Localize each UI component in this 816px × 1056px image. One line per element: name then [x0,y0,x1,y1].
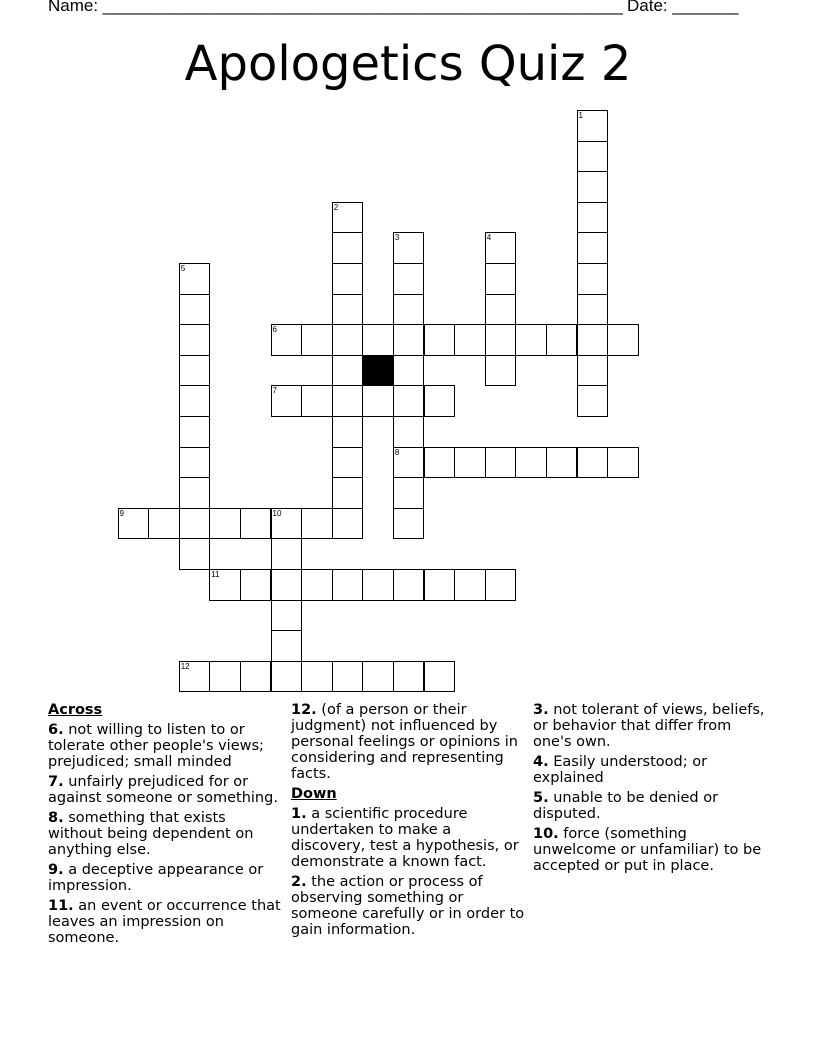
grid-cell[interactable] [271,600,303,632]
grid-cell[interactable] [424,324,456,356]
grid-cell[interactable] [271,630,303,662]
name-field-label: Name: _______________________________________________________ [48,0,623,15]
grid-cell[interactable] [179,294,211,326]
date-field-label: Date: _______ [627,0,739,15]
grid-cell[interactable] [577,202,609,234]
grid-cell[interactable] [179,324,211,356]
clue-text: something that exists without being dependent on anything else. [48,810,254,858]
clue-item [48,722,284,770]
clues-column-1 [48,702,284,950]
grid-cell[interactable] [209,508,241,540]
grid-cell[interactable] [485,324,517,356]
grid-cell[interactable] [607,447,639,479]
grid-cell[interactable] [332,324,364,356]
grid-cell[interactable] [271,385,303,417]
clue-item [291,702,527,782]
clue-number: 3. [533,702,549,718]
grid-cell[interactable] [577,232,609,264]
grid-cell[interactable] [240,508,272,540]
grid-cell[interactable] [240,569,272,601]
clues-column-3 [533,702,769,878]
grid-cell[interactable] [393,661,425,693]
cell-number: 9 [119,508,124,518]
clue-number: 11. [48,898,74,914]
grid-cell[interactable] [393,355,425,387]
across-heading: Across [48,702,103,718]
grid-cell[interactable] [332,661,364,693]
clue-number: 2. [291,874,307,890]
clue-number: 5. [533,790,549,806]
cell-number: 5 [180,264,186,273]
grid-cell[interactable] [393,385,425,417]
cell-number: 6 [272,325,277,335]
grid-cell[interactable] [546,324,578,356]
cell-number: 12 [180,661,190,671]
grid-cell[interactable] [362,661,394,693]
grid-cell[interactable] [577,355,609,387]
cell-number: 8 [394,447,400,457]
grid-block-cell [362,355,394,387]
cell-number: 11 [211,570,220,579]
grid-cell[interactable] [332,447,364,479]
clue-text: not tolerant of views, beliefs, or behavior that differ from one's own. [533,702,765,750]
clue-number: 9. [48,862,64,878]
grid-cell[interactable] [393,569,425,601]
grid-cell[interactable] [271,538,303,570]
clue-text: not willing to listen to or tolerate other people's views; prejudiced; small minded [48,722,264,770]
grid-cell[interactable] [393,477,425,509]
grid-cell[interactable] [209,661,241,693]
clue-number: 1. [291,806,307,822]
clue-text: unable to be denied or disputed. [533,790,719,822]
cell-number: 4 [486,233,492,243]
clue-text: a deceptive appearance or impression. [48,862,264,894]
clue-list [48,722,284,946]
grid-cell[interactable] [362,324,394,356]
cell-number: 3 [394,233,400,243]
grid-cell[interactable] [118,508,150,540]
clues-column-2 [291,702,527,942]
clue-item [48,774,284,806]
grid-cell[interactable] [454,324,486,356]
page-title: Apologetics Quiz 2 [184,36,632,92]
grid-cell[interactable] [393,324,425,356]
grid-cell[interactable] [424,569,456,601]
grid-cell[interactable] [332,294,364,326]
clue-list [291,702,527,782]
clue-item [533,754,769,786]
clue-number: 12. [291,702,317,718]
clue-item [533,702,769,750]
clue-item [533,790,769,822]
grid-cell[interactable] [271,661,303,693]
grid-cell[interactable] [485,569,517,601]
grid-cell[interactable] [179,508,211,540]
cell-number: 7 [272,386,277,396]
clue-list [291,806,527,938]
grid-cell[interactable] [179,263,211,295]
grid-cell[interactable] [240,661,272,693]
grid-cell[interactable] [577,171,609,203]
clue-number: 8. [48,810,64,826]
grid-cell[interactable] [577,263,609,295]
grid-cell[interactable] [577,324,609,356]
grid-cell[interactable] [607,324,639,356]
grid-cell[interactable] [179,447,211,479]
grid-cell[interactable] [332,263,364,295]
clue-item [291,874,527,938]
grid-cell[interactable] [179,538,211,570]
clue-text: Easily understood; or explained [533,754,708,786]
grid-cell[interactable] [393,294,425,326]
down-heading: Down [291,786,337,802]
grid-cell[interactable] [393,232,425,264]
clue-item [48,862,284,894]
grid-cell[interactable] [393,508,425,540]
clue-text: a scientific procedure undertaken to make a discovery, test a hypothesis, or demonstrate a known fact. [291,806,519,870]
grid-cell[interactable] [332,508,364,540]
grid-cell[interactable] [515,324,547,356]
grid-cell[interactable] [301,385,333,417]
grid-cell[interactable] [332,477,364,509]
clue-text: unfairly prejudiced for or against someone or something. [48,774,278,806]
grid-cell[interactable] [209,569,241,601]
grid-cell[interactable] [332,232,364,264]
clue-text: force (something unwelcome or unfamiliar) to be accepted or put in place. [533,826,762,874]
clue-text: an event or occurrence that leaves an impression on someone. [48,898,281,946]
grid-cell[interactable] [271,508,303,540]
grid-cell[interactable] [393,447,425,479]
clue-item [48,898,284,946]
grid-cell[interactable] [485,232,517,264]
clue-number: 4. [533,754,549,770]
grid-cell[interactable] [577,141,609,173]
clue-list [533,702,769,874]
grid-cell[interactable] [179,661,211,693]
grid-cell[interactable] [179,355,211,387]
clue-number: 10. [533,826,559,842]
clue-item [48,810,284,858]
cell-number: 10 [272,508,282,518]
grid-cell[interactable] [271,569,303,601]
clue-text: (of a person or their judgment) not influenced by personal feelings or opinions in considering and representing facts. [291,702,518,782]
grid-cell[interactable] [577,294,609,326]
grid-cell[interactable] [485,294,517,326]
grid-cell[interactable] [393,263,425,295]
grid-cell[interactable] [362,385,394,417]
grid-cell[interactable] [454,447,486,479]
grid-cell[interactable] [424,447,456,479]
grid-cell[interactable] [362,569,394,601]
grid-cell[interactable] [148,508,180,540]
grid-cell[interactable] [485,447,517,479]
grid-cell[interactable] [546,447,578,479]
grid-cell[interactable] [577,385,609,417]
grid-cell[interactable] [179,477,211,509]
cell-number: 2 [333,202,339,212]
grid-cell[interactable] [301,661,333,693]
grid-cell[interactable] [424,661,456,693]
grid-cell[interactable] [454,569,486,601]
cell-number: 1 [578,111,583,120]
grid-cell[interactable] [271,324,303,356]
clue-number: 7. [48,774,64,790]
grid-cell[interactable] [332,385,364,417]
grid-cell[interactable] [332,355,364,387]
grid-cell[interactable] [515,447,547,479]
grid-cell[interactable] [577,110,609,142]
grid-cell[interactable] [332,569,364,601]
grid-cell[interactable] [332,202,364,234]
grid-cell[interactable] [485,263,517,295]
grid-cell[interactable] [485,355,517,387]
clue-number: 6. [48,722,64,738]
grid-cell[interactable] [577,447,609,479]
grid-cell[interactable] [179,385,211,417]
grid-cell[interactable] [301,324,333,356]
clue-item [291,806,527,870]
clue-item [533,826,769,874]
clue-text: the action or process of observing something or someone carefully or in order to gain information. [291,874,525,938]
grid-cell[interactable] [332,416,364,448]
grid-cell[interactable] [301,569,333,601]
grid-cell[interactable] [424,385,456,417]
grid-cell[interactable] [301,508,333,540]
grid-cell[interactable] [179,416,211,448]
grid-cell[interactable] [393,416,425,448]
